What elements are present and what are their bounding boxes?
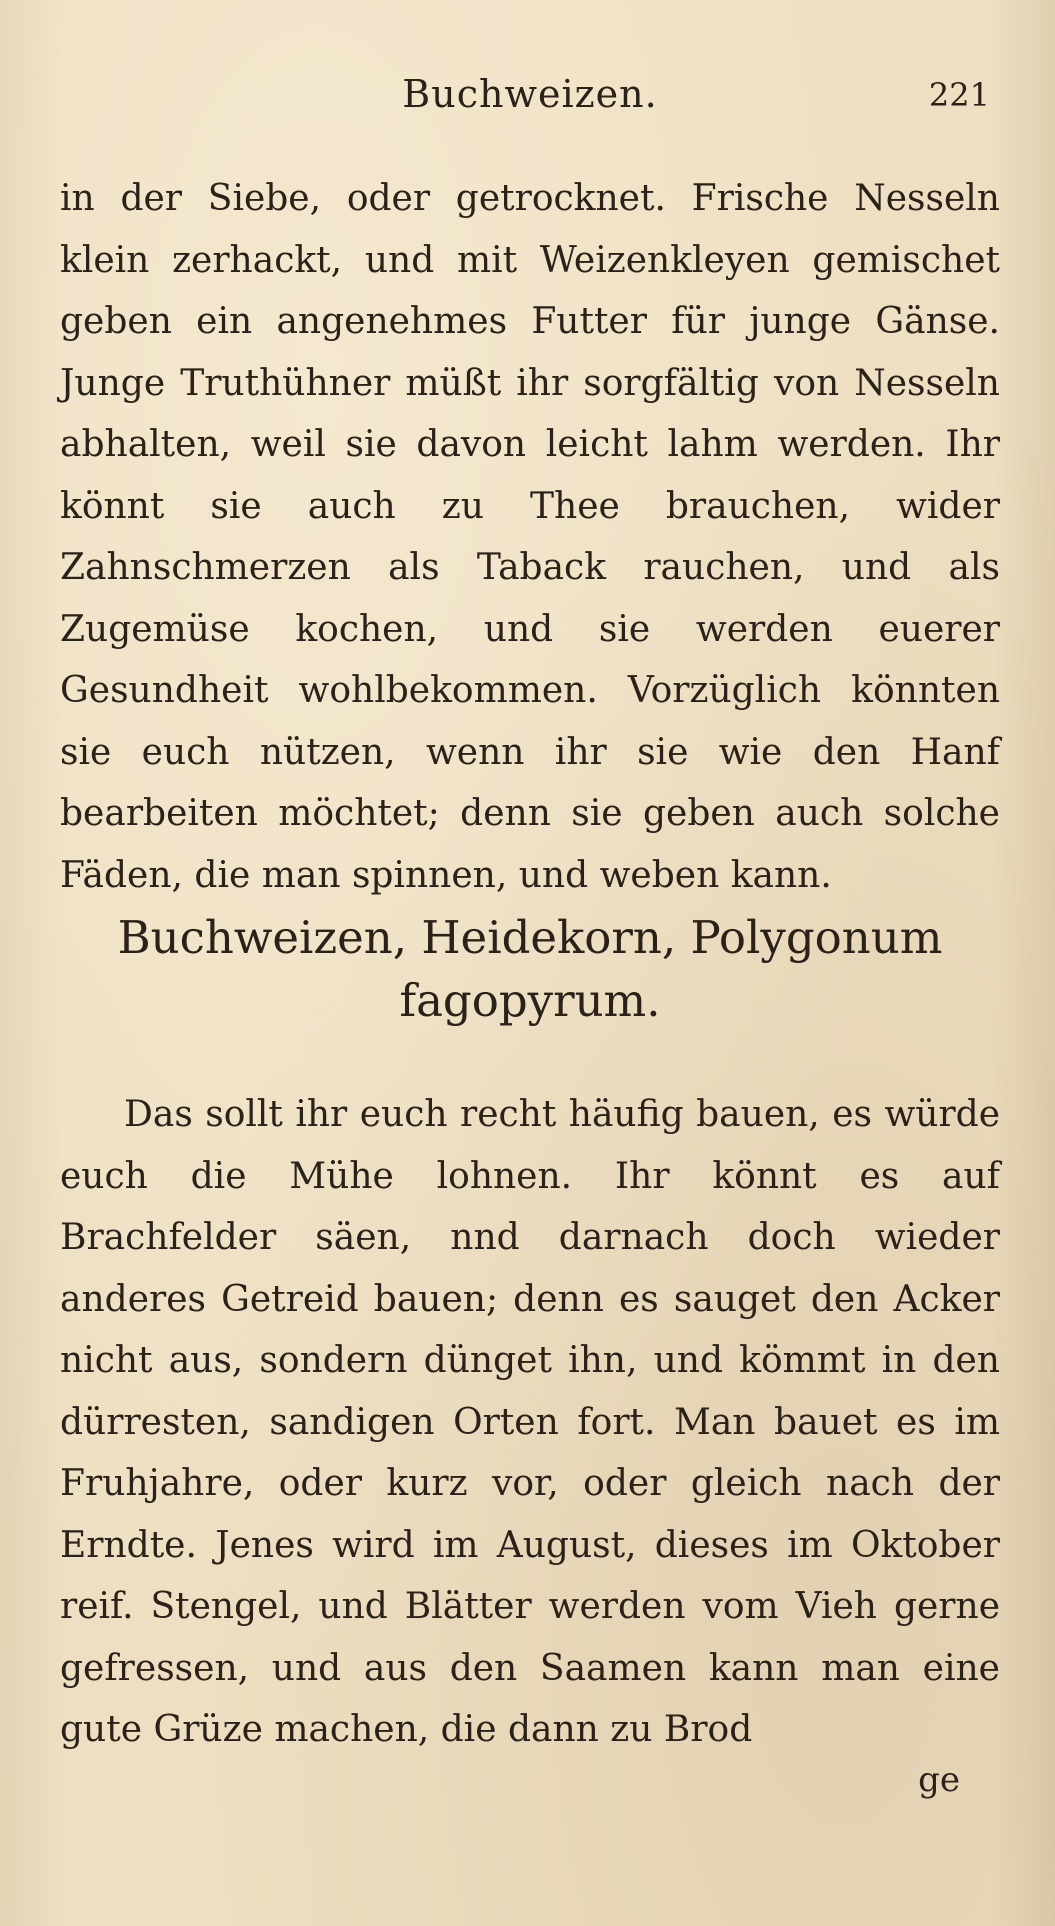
paragraph-buckwheat: Das sollt ihr euch recht häufig bauen, es würde euch die Mühe lohnen. Ihr könnt es auf Brachfelder säen, nnd darnach doch wieder anderes Getreid bauen; denn es sauget den Acker nicht aus, sondern dünget ihn, und kömmt in den dürresten, sandigen Orten fort. Man bauet es im Fruhjahre, oder kurz vor, oder gleich nach der Erndte. Jenes wird im August, dieses im Oktober reif. Stengel, und Blätter werden vom Vieh gerne gefressen, und aus den Saamen kann man eine gute Grüze machen, die dann zu Brod xyxy=(60,1094,1000,1750)
section-heading: Buchweizen, Heidekorn, Polygonum fagopyrum. xyxy=(117,911,943,1027)
catchword: ge xyxy=(918,1760,960,1800)
running-head: Buchweizen. xyxy=(402,72,658,116)
page-number: 221 xyxy=(928,76,990,114)
page-header xyxy=(60,72,1000,122)
paragraph-nettles: in der Siebe, oder getrocknet. Frische Nesseln klein zerhackt, und mit Weizenkleyen gemischet geben ein angenehmes Futter für junge Gänse. Junge Truthühner müßt ihr sorgfältig von Nesseln abhalten, weil sie davon leicht lahm werden. Ihr könnt sie auch zu Thee brauchen, wider Zahnschmerzen als Taback rauchen, und als Zugemüse kochen, und sie werden euerer Gesundheit wohlbekommen. Vorzüglich könnten sie euch nützen, wenn ihr sie wie den Hanf bearbeiten möchtet; denn sie geben auch solche Fäden, die man spinnen, und weben kann. xyxy=(60,178,1000,896)
